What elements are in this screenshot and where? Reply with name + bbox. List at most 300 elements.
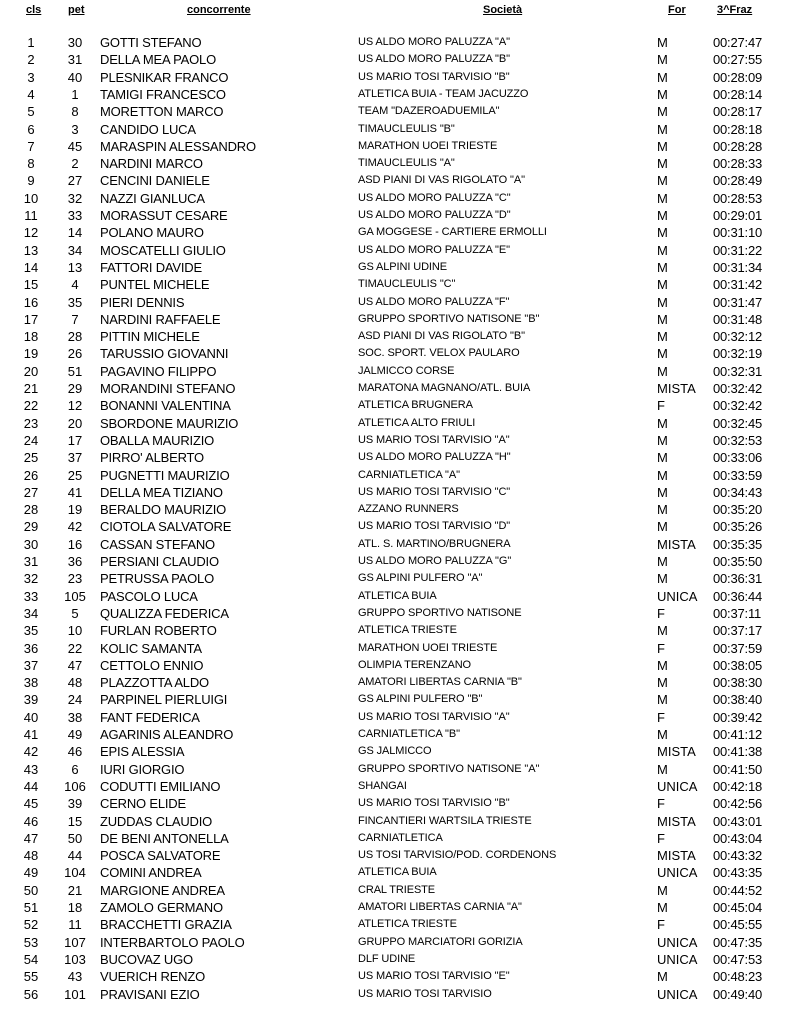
cell-societa: US ALDO MORO PALUZZA "B" [358,53,510,66]
cell-cls: 3 [27,69,35,85]
cell-cls: 46 [23,813,39,829]
table-row [0,640,800,657]
cell-cls: 47 [23,830,39,846]
cell-concorrente: MOSCATELLI GIULIO [100,242,226,258]
cell-pet: 101 [64,986,86,1002]
cell-for: UNICA [657,588,698,604]
cell-fraz-time: 00:38:40 [713,692,763,708]
cell-pet: 30 [67,35,83,50]
cell-cls: 10 [23,190,39,206]
cell-for: M [657,35,668,50]
cell-fraz-time: 00:32:45 [713,415,763,431]
cell-societa: GS ALPINI PULFERO "B" [358,693,483,706]
cell-fraz-time: 00:42:18 [713,778,763,794]
cell-fraz-time: 00:27:47 [713,35,763,50]
cell-concorrente: CIOTOLA SALVATORE [100,519,232,535]
cell-fraz-time: 00:33:06 [713,450,763,466]
cell-fraz-time: 00:32:19 [713,346,763,362]
cell-societa: DLF UDINE [358,952,416,965]
cell-societa: GRUPPO SPORTIVO NATISONE [358,606,522,619]
cell-concorrente: GOTTI STEFANO [100,35,202,50]
cell-cls: 21 [23,381,39,396]
cell-fraz-time: 00:31:47 [713,294,763,310]
cell-societa: ATLETICA BUIA - TEAM JACUZZO [358,87,529,100]
cell-for: M [657,415,668,431]
cell-concorrente: FATTORI DAVIDE [100,259,202,275]
table-row [0,864,800,881]
column-header-fraz: 3^Fraz [717,4,753,16]
cell-concorrente: IURI GIORGIO [100,761,185,777]
cell-pet: 45 [67,138,83,154]
cell-pet: 15 [67,813,83,829]
cell-fraz-time: 00:28:49 [713,173,763,189]
cell-societa: GRUPPO SPORTIVO NATISONE "A" [358,762,540,775]
cell-concorrente: DELLA MEA PAOLO [100,52,216,68]
cell-cls: 54 [23,951,39,967]
table-row [0,86,800,103]
cell-pet: 7 [71,311,79,327]
cell-cls: 29 [23,519,39,535]
cell-pet: 51 [67,363,83,379]
cell-societa: MARATHON UOEI TRIESTE [358,139,498,152]
cell-for: UNICA [657,778,698,794]
cell-pet: 1 [71,86,79,102]
cell-societa: CARNIATLETICA "B" [358,728,460,740]
cell-societa: US ALDO MORO PALUZZA "A" [358,36,510,48]
cell-fraz-time: 00:28:17 [713,104,763,120]
cell-cls: 53 [23,934,39,950]
table-row [0,622,800,639]
cell-pet: 11 [68,917,82,933]
cell-pet: 37 [67,450,83,466]
cell-cls: 33 [23,588,39,604]
cell-for: M [657,86,668,102]
cell-societa: ATLETICA TRIESTE [358,624,457,637]
cell-for: UNICA [657,986,698,1002]
table-row [0,415,800,432]
table-row [0,259,800,276]
cell-fraz-time: 00:38:30 [713,675,763,691]
table-row [0,276,800,293]
cell-fraz-time: 00:37:11 [713,605,762,621]
cell-societa: ATLETICA BUIA [358,866,437,879]
cell-for: M [657,156,668,172]
cell-concorrente: PARPINEL PIERLUIGI [100,692,228,708]
cell-fraz-time: 00:47:53 [713,951,763,967]
cell-for: M [657,104,668,120]
cell-cls: 49 [23,865,39,881]
cell-fraz-time: 00:28:53 [713,190,763,206]
cell-pet: 26 [67,346,83,362]
cell-for: M [657,121,668,137]
cell-pet: 12 [67,398,83,414]
cell-societa: US ALDO MORO PALUZZA "C" [358,191,511,204]
cell-concorrente: CENCINI DANIELE [100,173,210,189]
cell-cls: 35 [23,623,39,639]
cell-societa: MARATONA MAGNANO/ATL. BUIA [358,382,531,394]
cell-societa: CARNIATLETICA "A" [358,468,460,481]
cell-for: M [657,294,668,310]
cell-cls: 16 [23,294,39,310]
cell-societa: FINCANTIERI WARTSILA TRIESTE [358,814,532,827]
cell-cls: 6 [27,121,35,137]
cell-societa: AZZANO RUNNERS [358,503,459,516]
cell-pet: 41 [67,484,83,500]
cell-for: M [657,138,668,154]
cell-concorrente: PUGNETTI MAURIZIO [100,467,230,483]
cell-pet: 49 [67,727,83,742]
cell-cls: 40 [23,709,39,725]
cell-cls: 23 [23,415,39,431]
cell-fraz-time: 00:35:35 [713,536,763,552]
cell-pet: 46 [67,744,83,760]
table-row [0,294,800,311]
cell-pet: 32 [67,190,83,206]
cell-societa: ASD PIANI DI VAS RIGOLATO "B" [358,330,525,343]
cell-societa: GRUPPO MARCIATORI GORIZIA [358,935,523,948]
cell-societa: SHANGAI [358,779,407,792]
cell-fraz-time: 00:38:05 [713,657,763,673]
cell-fraz-time: 00:47:35 [713,934,763,950]
table-row [0,605,800,622]
table-row [0,363,800,380]
cell-for: F [657,709,665,725]
cell-concorrente: POSCA SALVATORE [100,848,221,864]
cell-concorrente: PAGAVINO FILIPPO [100,363,217,379]
cell-fraz-time: 00:34:43 [713,484,763,500]
cell-for: M [657,882,668,898]
cell-societa: GS JALMICCO [358,745,432,758]
cell-fraz-time: 00:32:42 [713,381,763,396]
cell-fraz-time: 00:28:28 [713,138,763,154]
cell-for: M [657,277,668,293]
cell-concorrente: CETTOLO ENNIO [100,657,204,673]
table-row [0,242,800,259]
cell-societa: GRUPPO SPORTIVO NATISONE "B" [358,312,540,325]
cell-concorrente: CASSAN STEFANO [100,536,215,552]
cell-fraz-time: 00:32:12 [713,329,763,345]
cell-fraz-time: 00:37:17 [713,623,763,639]
cell-pet: 21 [67,882,83,898]
cell-fraz-time: 00:31:22 [713,242,763,258]
cell-for: F [657,605,665,621]
table-row [0,449,800,466]
cell-for: M [657,900,668,915]
table-row [0,536,800,553]
cell-cls: 50 [23,882,39,898]
table-row [0,155,800,172]
table-row [0,345,800,362]
cell-concorrente: FURLAN ROBERTO [100,623,217,639]
cell-societa: US ALDO MORO PALUZZA "E" [358,243,510,256]
cell-cls: 2 [27,52,35,68]
cell-concorrente: BUCOVAZ UGO [100,951,193,967]
cell-fraz-time: 00:31:34 [713,259,763,275]
table-row [0,709,800,726]
cell-societa: TIMAUCLEULIS "C" [358,278,456,291]
cell-for: M [657,242,668,258]
cell-pet: 42 [67,519,83,535]
cell-for: UNICA [657,865,698,881]
cell-societa: GA MOGGESE - CARTIERE ERMOLLI [358,226,547,239]
cell-for: M [657,657,668,673]
cell-for: M [657,502,668,518]
cell-concorrente: TARUSSIO GIOVANNI [100,346,229,362]
cell-concorrente: PUNTEL MICHELE [100,277,210,293]
table-row [0,674,800,691]
cell-for: MISTA [657,744,696,760]
cell-cls: 55 [23,969,39,985]
cell-concorrente: SBORDONE MAURIZIO [100,415,239,431]
cell-cls: 42 [23,744,39,760]
cell-fraz-time: 00:45:55 [713,917,763,933]
cell-concorrente: BRACCHETTI GRAZIA [100,917,232,933]
cell-cls: 8 [27,156,35,172]
cell-pet: 39 [67,796,83,812]
cell-pet: 48 [67,675,83,691]
cell-for: M [657,329,668,345]
cell-concorrente: PITTIN MICHELE [100,329,200,345]
cell-fraz-time: 00:37:59 [713,640,763,656]
table-row [0,795,800,812]
cell-cls: 9 [27,173,35,189]
cell-societa: TEAM "DAZEROADUEMILA" [358,105,500,118]
cell-cls: 51 [23,900,39,915]
cell-fraz-time: 00:31:10 [713,225,763,241]
column-header-societa: Società [483,4,523,16]
cell-cls: 14 [23,259,39,275]
cell-pet: 28 [67,329,83,345]
table-row [0,432,800,449]
cell-societa: US MARIO TOSI TARVISIO "A" [358,710,510,723]
cell-cls: 24 [23,432,39,448]
cell-pet: 24 [67,692,83,708]
cell-societa: US MARIO TOSI TARVISIO "B" [358,70,510,83]
cell-pet: 38 [67,709,83,725]
cell-cls: 15 [23,277,39,293]
table-row [0,882,800,899]
cell-concorrente: MORANDINI STEFANO [100,381,236,396]
cell-societa: US ALDO MORO PALUZZA "G" [358,555,512,567]
cell-pet: 47 [67,657,83,673]
cell-concorrente: DE BENI ANTONELLA [100,830,229,846]
cell-concorrente: OBALLA MAURIZIO [100,432,215,448]
cell-for: M [657,346,668,362]
cell-cls: 19 [23,346,39,362]
cell-cls: 20 [23,363,39,379]
cell-for: M [657,52,668,68]
cell-for: M [657,692,668,708]
cell-pet: 27 [67,173,83,189]
table-row [0,588,800,605]
cell-societa: US ALDO MORO PALUZZA "D" [358,209,511,221]
cell-for: MISTA [657,848,696,864]
cell-for: M [657,484,668,500]
cell-societa: ATL. S. MARTINO/BRUGNERA [358,537,511,550]
cell-societa: US MARIO TOSI TARVISIO "D" [358,520,511,533]
cell-for: UNICA [657,951,698,967]
cell-societa: US MARIO TOSI TARVISIO "C" [358,485,511,498]
cell-cls: 18 [23,329,39,345]
table-row [0,51,800,68]
cell-cls: 7 [27,138,35,154]
table-row [0,467,800,484]
cell-fraz-time: 00:45:04 [713,900,763,915]
table-row [0,121,800,138]
cell-societa: GS ALPINI PULFERO "A" [358,572,483,585]
cell-societa: ATLETICA BRUGNERA [358,399,473,412]
cell-fraz-time: 00:28:33 [713,156,763,172]
cell-fraz-time: 00:48:23 [713,969,763,985]
table-row [0,138,800,155]
cell-fraz-time: 00:27:55 [713,52,763,68]
table-row [0,951,800,968]
cell-for: MISTA [657,813,696,829]
cell-concorrente: PETRUSSA PAOLO [100,571,214,587]
cell-concorrente: PIRRO' ALBERTO [100,450,204,466]
cell-for: F [657,917,665,933]
cell-societa: US MARIO TOSI TARVISIO [358,987,492,1000]
cell-societa: US TOSI TARVISIO/POD. CORDENONS [358,849,557,862]
cell-for: MISTA [657,381,696,396]
cell-fraz-time: 00:44:52 [713,882,763,898]
cell-pet: 44 [67,848,83,864]
cell-pet: 106 [64,778,86,794]
cell-fraz-time: 00:41:38 [713,744,763,760]
cell-concorrente: PIERI DENNIS [100,294,185,310]
cell-societa: ATLETICA TRIESTE [358,918,457,931]
cell-societa: ASD PIANI DI VAS RIGOLATO "A" [358,174,525,187]
cell-fraz-time: 00:41:12 [713,727,763,742]
cell-fraz-time: 00:43:32 [713,848,763,864]
cell-concorrente: KOLIC SAMANTA [100,640,202,656]
cell-concorrente: TAMIGI FRANCESCO [100,86,226,102]
cell-for: M [657,519,668,535]
cell-cls: 27 [23,484,39,500]
cell-cls: 5 [27,104,35,120]
cell-for: UNICA [657,934,698,950]
cell-pet: 107 [64,934,86,950]
cell-fraz-time: 00:41:50 [713,761,763,777]
cell-concorrente: BONANNI VALENTINA [100,398,231,414]
cell-for: M [657,208,668,223]
cell-concorrente: ZUDDAS CLAUDIO [100,813,213,829]
cell-societa: SOC. SPORT. VELOX PAULARO [358,347,520,360]
cell-fraz-time: 00:43:01 [713,813,763,829]
table-row [0,761,800,778]
cell-concorrente: EPIS ALESSIA [100,744,185,760]
cell-fraz-time: 00:28:09 [713,69,763,85]
cell-cls: 4 [27,86,35,102]
column-header-concorrente: concorrente [187,4,251,16]
cell-concorrente: AGARINIS ALEANDRO [100,727,234,742]
cell-pet: 104 [64,865,86,881]
cell-societa: TIMAUCLEULIS "B" [358,122,455,135]
table-row [0,501,800,518]
table-row [0,916,800,933]
table-row [0,311,800,328]
table-row [0,570,800,587]
cell-societa: AMATORI LIBERTAS CARNIA "B" [358,676,522,689]
cell-concorrente: PLAZZOTTA ALDO [100,675,209,691]
cell-for: M [657,432,668,448]
cell-concorrente: MORETTON MARCO [100,104,224,120]
cell-concorrente: FANT FEDERICA [100,709,200,725]
table-row [0,986,800,1003]
cell-cls: 41 [23,727,39,742]
cell-fraz-time: 00:31:42 [713,277,763,293]
cell-for: M [657,311,668,327]
cell-concorrente: PLESNIKAR FRANCO [100,69,229,85]
table-row [0,813,800,830]
cell-societa: ATLETICA BUIA [358,589,437,602]
cell-fraz-time: 00:36:44 [713,588,763,604]
table-row [0,778,800,795]
cell-concorrente: NARDINI RAFFAELE [100,311,221,327]
cell-societa: CRAL TRIESTE [358,883,436,896]
cell-concorrente: CODUTTI EMILIANO [100,778,221,794]
cell-concorrente: BERALDO MAURIZIO [100,502,227,518]
table-row [0,657,800,674]
cell-cls: 56 [23,986,39,1002]
cell-concorrente: NARDINI MARCO [100,156,203,172]
cell-pet: 18 [67,900,83,915]
cell-concorrente: MORASSUT CESARE [100,208,228,223]
cell-pet: 35 [67,294,83,310]
cell-societa: US ALDO MORO PALUZZA "H" [358,451,511,464]
cell-cls: 38 [23,675,39,691]
cell-for: M [657,190,668,206]
cell-cls: 25 [23,450,39,466]
cell-fraz-time: 00:29:01 [713,208,763,223]
cell-pet: 50 [67,830,83,846]
cell-concorrente: DELLA MEA TIZIANO [100,484,223,500]
cell-pet: 43 [67,969,83,985]
cell-fraz-time: 00:35:20 [713,502,763,518]
cell-cls: 12 [23,225,39,241]
cell-cls: 52 [23,917,39,933]
table-row [0,743,800,760]
cell-societa: US MARIO TOSI TARVISIO "E" [358,970,510,983]
cell-pet: 4 [71,277,79,293]
table-row [0,691,800,708]
cell-concorrente: COMINI ANDREA [100,865,202,881]
cell-pet: 8 [71,104,79,120]
cell-societa: AMATORI LIBERTAS CARNIA "A" [358,901,522,913]
cell-for: M [657,467,668,483]
cell-cls: 22 [23,398,39,414]
cell-pet: 19 [67,502,83,518]
cell-pet: 6 [71,761,79,777]
column-header-cls: cls [26,4,42,16]
cell-for: M [657,69,668,85]
cell-societa: OLIMPIA TERENZANO [358,658,472,671]
cell-for: M [657,727,668,742]
table-row [0,518,800,535]
cell-pet: 40 [67,69,83,85]
cell-pet: 29 [67,381,83,396]
table-row [0,224,800,241]
cell-pet: 3 [71,121,79,137]
cell-fraz-time: 00:43:04 [713,830,763,846]
cell-fraz-time: 00:32:31 [713,363,763,379]
cell-cls: 32 [23,571,39,587]
cell-concorrente: PERSIANI CLAUDIO [100,554,219,569]
cell-cls: 43 [23,761,39,777]
cell-concorrente: POLANO MAURO [100,225,204,241]
cell-concorrente: CERNO ELIDE [100,796,186,812]
cell-concorrente: MARGIONE ANDREA [100,882,225,898]
